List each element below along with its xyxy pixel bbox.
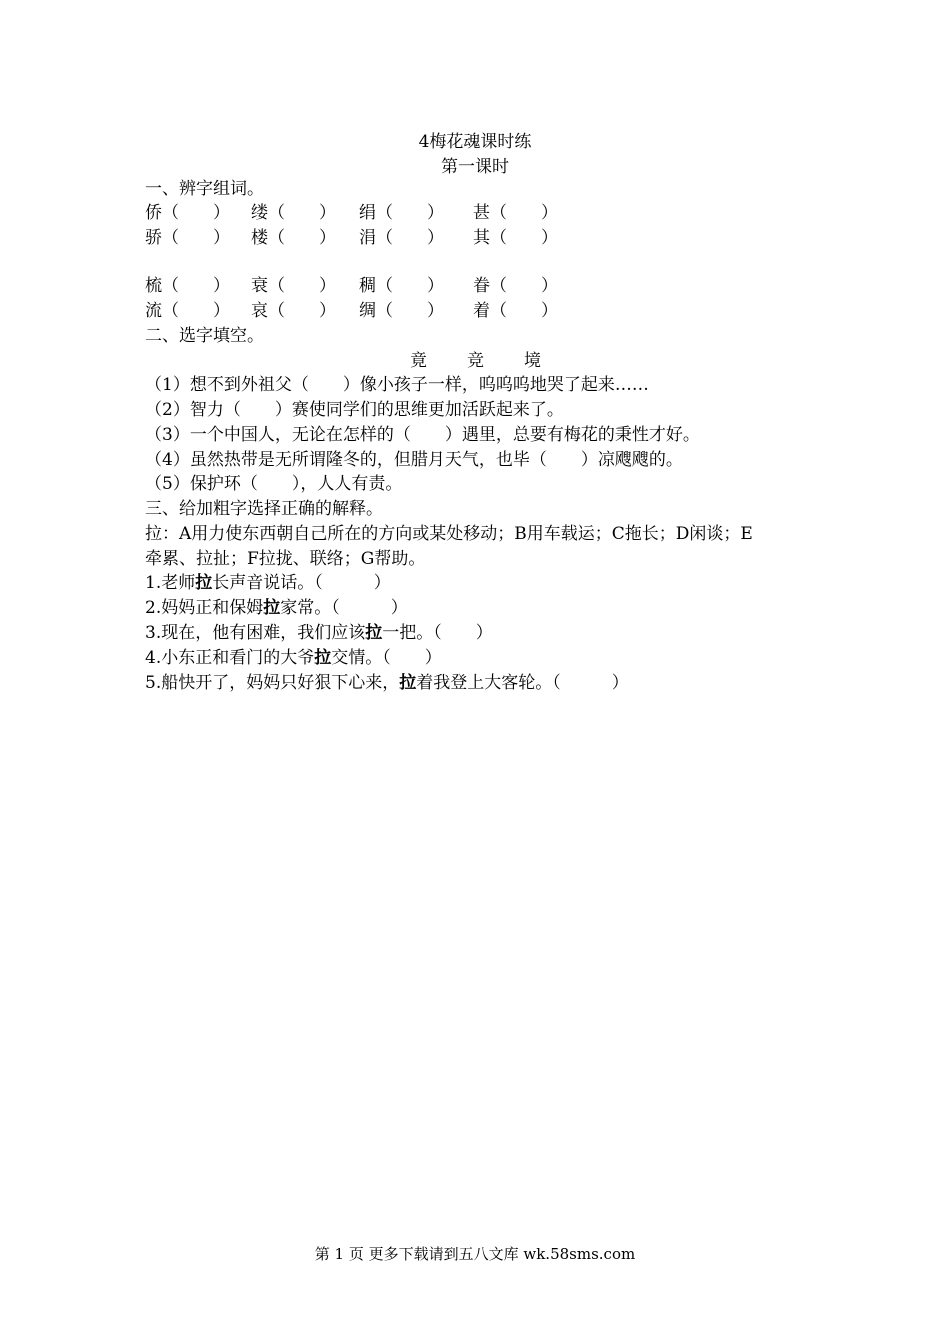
word-cell: 流（ ） (145, 301, 230, 321)
bold-character: 拉 (399, 673, 417, 693)
word-cell: 楼（ ） (251, 228, 336, 248)
section-1-heading: 一、辨字组词。 (145, 179, 264, 199)
section-2-heading: 二、选字填空。 (145, 326, 264, 346)
question-prefix: 5.船快开了，妈妈只好狠下心来， (145, 673, 400, 693)
word-cell: 骄（ ） (145, 228, 230, 248)
choice-character: 竟 (410, 351, 427, 371)
question-suffix: 着我登上大客轮。（ ） (416, 673, 629, 693)
question-item (145, 646, 442, 670)
word-cell: 稠（ ） (359, 276, 444, 296)
word-cell: 着（ ） (473, 301, 558, 321)
question-suffix: 一把。（ ） (382, 623, 493, 643)
fill-blank-item: （4）虽然热带是无所谓隆冬的，但腊月天气，也毕（ ）凉飕飕的。 (145, 450, 683, 470)
word-cell: 甚（ ） (473, 203, 558, 223)
word-cell: 眷（ ） (473, 276, 558, 296)
question-prefix: 4.小东正和看门的大爷 (145, 648, 315, 668)
page-footer: 第 1 页 更多下载请到五八文库 wk.58sms.com (314, 1245, 636, 1263)
bold-character: 拉 (314, 648, 332, 668)
word-cell: 绢（ ） (359, 203, 444, 223)
question-prefix: 3.现在，他有困难，我们应该 (145, 623, 366, 643)
question-item (145, 621, 493, 645)
fill-blank-item: （2）智力（ ）赛使同学们的思维更加活跃起来了。 (145, 400, 564, 420)
question-suffix: 交情。（ ） (331, 648, 442, 668)
question-item (145, 596, 408, 620)
question-prefix: 2.妈妈正和保姆 (145, 598, 264, 618)
question-item (145, 671, 629, 695)
word-cell: 梳（ ） (145, 276, 230, 296)
fill-blank-item: （5）保护环（ ），人人有责。 (145, 474, 403, 494)
definition-text: 牵累、拉扯；F拉拢、联络；G帮助。 (145, 549, 426, 569)
document-subtitle: 第一课时 (441, 157, 509, 177)
bold-character: 拉 (195, 573, 213, 593)
word-cell: 哀（ ） (251, 301, 336, 321)
fill-blank-item: （1）想不到外祖父（ ）像小孩子一样，呜呜呜地哭了起来…… (145, 375, 649, 395)
question-item (145, 571, 391, 595)
question-suffix: 长声音说话。（ ） (212, 573, 391, 593)
question-suffix: 家常。（ ） (280, 598, 408, 618)
section-3-heading: 三、给加粗字选择正确的解释。 (145, 499, 383, 519)
bold-character: 拉 (263, 598, 281, 618)
question-prefix: 1.老师 (145, 573, 196, 593)
bold-character: 拉 (365, 623, 383, 643)
word-cell: 其（ ） (473, 228, 558, 248)
word-cell: 侨（ ） (145, 203, 230, 223)
definition-text: 拉：A用力使东西朝自己所在的方向或某处移动；B用车载运；C拖长；D闲谈；E (145, 524, 753, 544)
word-cell: 绸（ ） (359, 301, 444, 321)
word-cell: 涓（ ） (359, 228, 444, 248)
word-cell: 衰（ ） (251, 276, 336, 296)
word-cell: 缕（ ） (251, 203, 336, 223)
fill-blank-item: （3）一个中国人，无论在怎样的（ ）遇里，总要有梅花的秉性才好。 (145, 425, 700, 445)
document-title: 4梅花魂课时练 (418, 132, 532, 152)
choice-character: 竞 (467, 351, 484, 371)
choice-character: 境 (524, 351, 541, 371)
